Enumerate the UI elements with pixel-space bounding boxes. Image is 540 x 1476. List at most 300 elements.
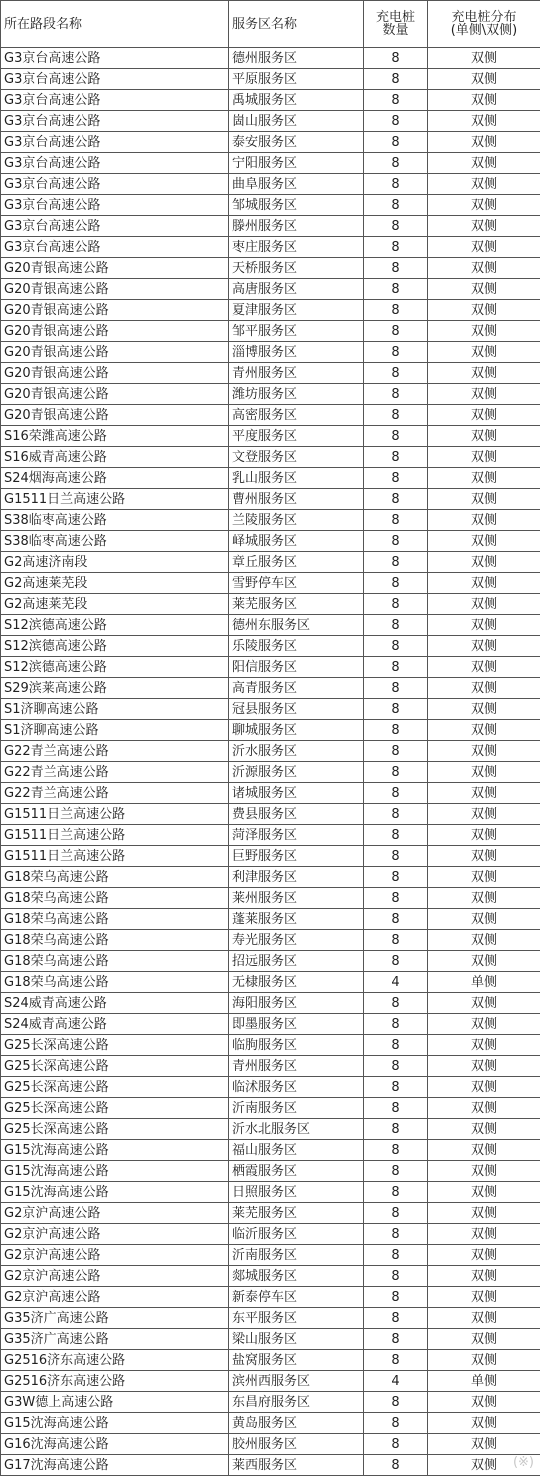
distribution-cell: 双侧: [428, 1182, 540, 1203]
distribution-cell: 双侧: [428, 48, 540, 69]
distribution-cell: 双侧: [428, 1308, 540, 1329]
service-area-cell: 黄岛服务区: [229, 1413, 364, 1434]
service-area-cell: 临沂服务区: [229, 1224, 364, 1245]
charger-count-cell: 8: [364, 1308, 428, 1329]
charger-count-cell: 8: [364, 1434, 428, 1455]
distribution-cell: 双侧: [428, 573, 540, 594]
table-row: [1, 258, 540, 279]
service-area-cell: 沂南服务区: [229, 1245, 364, 1266]
table-row: [1, 1119, 540, 1140]
service-area-cell: 栖霞服务区: [229, 1161, 364, 1182]
road-name-cell: G20青银高速公路: [1, 363, 229, 384]
table-row: [1, 1287, 540, 1308]
road-name-cell: G1511日兰高速公路: [1, 489, 229, 510]
service-area-cell: 菏泽服务区: [229, 825, 364, 846]
service-area-cell: 潍坊服务区: [229, 384, 364, 405]
table-row: [1, 90, 540, 111]
service-area-cell: 滕州服务区: [229, 216, 364, 237]
road-name-cell: S38临枣高速公路: [1, 510, 229, 531]
table-row: [1, 489, 540, 510]
road-name-cell: G1511日兰高速公路: [1, 804, 229, 825]
distribution-cell: 双侧: [428, 1392, 540, 1413]
table-row: [1, 1245, 540, 1266]
service-area-cell: 莱芜服务区: [229, 594, 364, 615]
road-name-cell: G3京台高速公路: [1, 111, 229, 132]
service-area-cell: 无棣服务区: [229, 972, 364, 993]
header-service-area: 服务区名称: [229, 1, 364, 48]
road-name-cell: S24威青高速公路: [1, 1014, 229, 1035]
service-area-cell: 蓬莱服务区: [229, 909, 364, 930]
table-row: [1, 300, 540, 321]
road-name-cell: G3京台高速公路: [1, 237, 229, 258]
road-name-cell: G25长深高速公路: [1, 1056, 229, 1077]
service-area-cell: 淄博服务区: [229, 342, 364, 363]
charger-count-cell: 8: [364, 699, 428, 720]
distribution-cell: 双侧: [428, 321, 540, 342]
table-row: [1, 1098, 540, 1119]
table-row: [1, 216, 540, 237]
charger-count-cell: 8: [364, 90, 428, 111]
table-row: [1, 1035, 540, 1056]
road-name-cell: G25长深高速公路: [1, 1035, 229, 1056]
table-row: [1, 153, 540, 174]
road-name-cell: G20青银高速公路: [1, 405, 229, 426]
charger-count-cell: 8: [364, 69, 428, 90]
charger-count-cell: 8: [364, 405, 428, 426]
table-row: [1, 1224, 540, 1245]
distribution-cell: 双侧: [428, 1161, 540, 1182]
table-row: [1, 111, 540, 132]
table-row: [1, 69, 540, 90]
charger-count-cell: 8: [364, 279, 428, 300]
charger-count-cell: 8: [364, 1119, 428, 1140]
table-header-row: [1, 1, 540, 48]
distribution-cell: 双侧: [428, 1245, 540, 1266]
charger-count-cell: 8: [364, 552, 428, 573]
road-name-cell: G15沈海高速公路: [1, 1182, 229, 1203]
road-name-cell: G3京台高速公路: [1, 216, 229, 237]
distribution-cell: 双侧: [428, 1455, 540, 1476]
charger-count-cell: 8: [364, 132, 428, 153]
table-row: [1, 825, 540, 846]
service-area-cell: 平度服务区: [229, 426, 364, 447]
service-area-cell: 崮山服务区: [229, 111, 364, 132]
road-name-cell: S1济聊高速公路: [1, 720, 229, 741]
header-count-line1: 充电桩: [364, 11, 427, 24]
distribution-cell: 双侧: [428, 216, 540, 237]
charger-count-cell: 8: [364, 321, 428, 342]
road-name-cell: G2高速莱芜段: [1, 573, 229, 594]
charger-count-cell: 8: [364, 195, 428, 216]
service-area-cell: 曲阜服务区: [229, 174, 364, 195]
distribution-cell: 双侧: [428, 90, 540, 111]
distribution-cell: 双侧: [428, 615, 540, 636]
service-area-cell: 邹平服务区: [229, 321, 364, 342]
road-name-cell: S1济聊高速公路: [1, 699, 229, 720]
road-name-cell: G1511日兰高速公路: [1, 825, 229, 846]
service-area-cell: 沂南服务区: [229, 1098, 364, 1119]
road-name-cell: G2516济东高速公路: [1, 1350, 229, 1371]
charger-count-cell: 8: [364, 1245, 428, 1266]
distribution-cell: 双侧: [428, 657, 540, 678]
service-area-cell: 乳山服务区: [229, 468, 364, 489]
distribution-cell: 双侧: [428, 132, 540, 153]
charger-count-cell: 8: [364, 993, 428, 1014]
service-area-cell: 天桥服务区: [229, 258, 364, 279]
road-name-cell: S16荣潍高速公路: [1, 426, 229, 447]
service-area-cell: 新泰停车区: [229, 1287, 364, 1308]
distribution-cell: 双侧: [428, 195, 540, 216]
charger-count-cell: 8: [364, 1161, 428, 1182]
charger-count-cell: 8: [364, 1203, 428, 1224]
distribution-cell: 双侧: [428, 111, 540, 132]
road-name-cell: G20青银高速公路: [1, 300, 229, 321]
table-row: [1, 636, 540, 657]
road-name-cell: G2京沪高速公路: [1, 1245, 229, 1266]
distribution-cell: 单侧: [428, 972, 540, 993]
header-road-name: 所在路段名称: [1, 1, 229, 48]
header-charger-distribution: [428, 1, 540, 48]
road-name-cell: G2高速莱芜段: [1, 594, 229, 615]
table-row: [1, 237, 540, 258]
table-row: [1, 804, 540, 825]
service-area-cell: 德州东服务区: [229, 615, 364, 636]
distribution-cell: 双侧: [428, 1077, 540, 1098]
distribution-cell: 双侧: [428, 510, 540, 531]
distribution-cell: 双侧: [428, 1035, 540, 1056]
charger-count-cell: 8: [364, 951, 428, 972]
charger-count-cell: 8: [364, 825, 428, 846]
distribution-cell: 双侧: [428, 1203, 540, 1224]
table-row: [1, 552, 540, 573]
charger-count-cell: 8: [364, 447, 428, 468]
charger-count-cell: 8: [364, 1182, 428, 1203]
road-name-cell: G20青银高速公路: [1, 384, 229, 405]
charger-count-cell: 8: [364, 573, 428, 594]
distribution-cell: 双侧: [428, 384, 540, 405]
charger-count-cell: 8: [364, 741, 428, 762]
distribution-cell: 双侧: [428, 1140, 540, 1161]
road-name-cell: G3京台高速公路: [1, 48, 229, 69]
charger-count-cell: 8: [364, 1392, 428, 1413]
service-area-cell: 峄城服务区: [229, 531, 364, 552]
charger-count-cell: 8: [364, 237, 428, 258]
road-name-cell: G22青兰高速公路: [1, 783, 229, 804]
header-count-line2: 数量: [364, 24, 427, 37]
road-name-cell: G2京沪高速公路: [1, 1287, 229, 1308]
distribution-cell: 双侧: [428, 825, 540, 846]
charger-count-cell: 8: [364, 216, 428, 237]
table-row: [1, 783, 540, 804]
charger-count-cell: 8: [364, 636, 428, 657]
charger-count-cell: 8: [364, 888, 428, 909]
road-name-cell: G3京台高速公路: [1, 90, 229, 111]
table-row: [1, 195, 540, 216]
road-name-cell: G3京台高速公路: [1, 174, 229, 195]
table-row: [1, 468, 540, 489]
table-row: [1, 615, 540, 636]
table-row: [1, 762, 540, 783]
charger-count-cell: 8: [364, 1329, 428, 1350]
charger-count-cell: 8: [364, 48, 428, 69]
charger-count-cell: 4: [364, 972, 428, 993]
road-name-cell: S24烟海高速公路: [1, 468, 229, 489]
service-area-cell: 青州服务区: [229, 1056, 364, 1077]
table-row: [1, 594, 540, 615]
table-row: [1, 174, 540, 195]
service-area-cell: 梁山服务区: [229, 1329, 364, 1350]
table-row: [1, 279, 540, 300]
table-row: [1, 1434, 540, 1455]
road-name-cell: G3京台高速公路: [1, 69, 229, 90]
charger-count-cell: 8: [364, 762, 428, 783]
distribution-cell: 双侧: [428, 69, 540, 90]
service-area-cell: 泰安服务区: [229, 132, 364, 153]
service-area-cell: 即墨服务区: [229, 1014, 364, 1035]
service-area-cell: 邹城服务区: [229, 195, 364, 216]
distribution-cell: 双侧: [428, 1350, 540, 1371]
service-area-cell: 巨野服务区: [229, 846, 364, 867]
service-area-cell: 高青服务区: [229, 678, 364, 699]
charger-count-cell: 8: [364, 615, 428, 636]
charger-count-cell: 8: [364, 510, 428, 531]
table-row: [1, 909, 540, 930]
road-name-cell: G20青银高速公路: [1, 342, 229, 363]
service-area-cell: 滨州西服务区: [229, 1371, 364, 1392]
service-area-cell: 临沭服务区: [229, 1077, 364, 1098]
road-name-cell: G1511日兰高速公路: [1, 846, 229, 867]
table-row: [1, 657, 540, 678]
road-name-cell: G15沈海高速公路: [1, 1161, 229, 1182]
service-area-cell: 莱州服务区: [229, 888, 364, 909]
charger-count-cell: 8: [364, 489, 428, 510]
charger-count-cell: 8: [364, 384, 428, 405]
distribution-cell: 双侧: [428, 468, 540, 489]
road-name-cell: G18荣乌高速公路: [1, 972, 229, 993]
table-row: [1, 447, 540, 468]
table-row: [1, 405, 540, 426]
distribution-cell: 双侧: [428, 1413, 540, 1434]
distribution-cell: 双侧: [428, 1224, 540, 1245]
road-name-cell: S12滨德高速公路: [1, 615, 229, 636]
table-row: [1, 384, 540, 405]
charger-count-cell: 8: [364, 594, 428, 615]
road-name-cell: G17沈海高速公路: [1, 1455, 229, 1476]
table-row: [1, 972, 540, 993]
charger-count-cell: 8: [364, 363, 428, 384]
distribution-cell: 双侧: [428, 1434, 540, 1455]
distribution-cell: 双侧: [428, 426, 540, 447]
table-row: [1, 1329, 540, 1350]
road-name-cell: S12滨德高速公路: [1, 657, 229, 678]
service-area-cell: 青州服务区: [229, 363, 364, 384]
table-row: [1, 1455, 540, 1476]
table-row: [1, 1350, 540, 1371]
road-name-cell: G15沈海高速公路: [1, 1413, 229, 1434]
distribution-cell: 双侧: [428, 783, 540, 804]
charger-count-cell: 8: [364, 300, 428, 321]
road-name-cell: G20青银高速公路: [1, 258, 229, 279]
service-area-cell: 文登服务区: [229, 447, 364, 468]
road-name-cell: G3京台高速公路: [1, 153, 229, 174]
service-area-cell: 夏津服务区: [229, 300, 364, 321]
distribution-cell: 双侧: [428, 699, 540, 720]
road-name-cell: G18荣乌高速公路: [1, 867, 229, 888]
charger-count-cell: 8: [364, 1224, 428, 1245]
service-area-cell: 日照服务区: [229, 1182, 364, 1203]
road-name-cell: G22青兰高速公路: [1, 741, 229, 762]
service-area-cell: 东昌府服务区: [229, 1392, 364, 1413]
road-name-cell: S12滨德高速公路: [1, 636, 229, 657]
charger-count-cell: 8: [364, 531, 428, 552]
service-area-cell: 章丘服务区: [229, 552, 364, 573]
distribution-cell: 双侧: [428, 1119, 540, 1140]
charger-count-cell: 8: [364, 1014, 428, 1035]
distribution-cell: 双侧: [428, 363, 540, 384]
road-name-cell: G15沈海高速公路: [1, 1140, 229, 1161]
charger-count-cell: 8: [364, 846, 428, 867]
charger-count-cell: 8: [364, 468, 428, 489]
charger-count-cell: 8: [364, 1098, 428, 1119]
charger-count-cell: 8: [364, 867, 428, 888]
road-name-cell: G18荣乌高速公路: [1, 930, 229, 951]
table-row: [1, 1203, 540, 1224]
road-name-cell: G2高速济南段: [1, 552, 229, 573]
road-name-cell: G3W德上高速公路: [1, 1392, 229, 1413]
distribution-cell: 双侧: [428, 279, 540, 300]
road-name-cell: G20青银高速公路: [1, 279, 229, 300]
distribution-cell: 双侧: [428, 489, 540, 510]
table-row: [1, 720, 540, 741]
table-row: [1, 1392, 540, 1413]
distribution-cell: 双侧: [428, 258, 540, 279]
service-area-cell: 盐窝服务区: [229, 1350, 364, 1371]
table-row: [1, 930, 540, 951]
road-name-cell: G18荣乌高速公路: [1, 951, 229, 972]
distribution-cell: 双侧: [428, 888, 540, 909]
table-row: [1, 1056, 540, 1077]
road-name-cell: S16威青高速公路: [1, 447, 229, 468]
table-row: [1, 1371, 540, 1392]
table-row: [1, 1413, 540, 1434]
service-area-cell: 平原服务区: [229, 69, 364, 90]
charger-count-cell: 8: [364, 1056, 428, 1077]
table-row: [1, 573, 540, 594]
road-name-cell: S29滨莱高速公路: [1, 678, 229, 699]
table-row: [1, 1182, 540, 1203]
distribution-cell: 双侧: [428, 993, 540, 1014]
distribution-cell: 双侧: [428, 720, 540, 741]
header-charger-count: [364, 1, 428, 48]
distribution-cell: 双侧: [428, 174, 540, 195]
table-row: [1, 1140, 540, 1161]
road-name-cell: G2京沪高速公路: [1, 1266, 229, 1287]
charger-count-cell: 8: [364, 1455, 428, 1476]
service-area-cell: 冠县服务区: [229, 699, 364, 720]
charger-count-cell: 8: [364, 930, 428, 951]
watermark: (※): [513, 1455, 534, 1470]
service-area-cell: 高唐服务区: [229, 279, 364, 300]
charger-count-cell: 8: [364, 657, 428, 678]
charger-count-cell: 8: [364, 153, 428, 174]
distribution-cell: 双侧: [428, 678, 540, 699]
table-row: [1, 1308, 540, 1329]
distribution-cell: 双侧: [428, 741, 540, 762]
service-area-cell: 枣庄服务区: [229, 237, 364, 258]
charger-count-cell: 8: [364, 783, 428, 804]
distribution-cell: 双侧: [428, 1329, 540, 1350]
service-area-cell: 寿光服务区: [229, 930, 364, 951]
charger-count-cell: 8: [364, 909, 428, 930]
charger-count-cell: 8: [364, 1077, 428, 1098]
distribution-cell: 双侧: [428, 300, 540, 321]
distribution-cell: 双侧: [428, 405, 540, 426]
road-name-cell: S38临枣高速公路: [1, 531, 229, 552]
charger-count-cell: 8: [364, 426, 428, 447]
distribution-cell: 双侧: [428, 342, 540, 363]
table-row: [1, 678, 540, 699]
header-dist-line2: (单侧\双侧): [428, 24, 540, 37]
service-area-cell: 沂水北服务区: [229, 1119, 364, 1140]
charger-count-cell: 8: [364, 720, 428, 741]
table-row: [1, 867, 540, 888]
table-row: [1, 888, 540, 909]
service-area-cell: 福山服务区: [229, 1140, 364, 1161]
table-row: [1, 741, 540, 762]
charger-count-cell: 8: [364, 1287, 428, 1308]
road-name-cell: G25长深高速公路: [1, 1077, 229, 1098]
road-name-cell: G22青兰高速公路: [1, 762, 229, 783]
charger-count-cell: 8: [364, 1266, 428, 1287]
service-area-cell: 雪野停车区: [229, 573, 364, 594]
service-area-cell: 禹城服务区: [229, 90, 364, 111]
road-name-cell: G3京台高速公路: [1, 132, 229, 153]
service-area-cell: 聊城服务区: [229, 720, 364, 741]
table-row: [1, 321, 540, 342]
service-area-cell: 德州服务区: [229, 48, 364, 69]
distribution-cell: 双侧: [428, 153, 540, 174]
service-area-cell: 招远服务区: [229, 951, 364, 972]
road-name-cell: G25长深高速公路: [1, 1119, 229, 1140]
distribution-cell: 双侧: [428, 531, 540, 552]
table-row: [1, 1077, 540, 1098]
table-row: [1, 132, 540, 153]
service-area-cell: 郯城服务区: [229, 1266, 364, 1287]
distribution-cell: 双侧: [428, 909, 540, 930]
service-area-cell: 莱芜服务区: [229, 1203, 364, 1224]
road-name-cell: G18荣乌高速公路: [1, 909, 229, 930]
service-area-cell: 兰陵服务区: [229, 510, 364, 531]
distribution-cell: 双侧: [428, 762, 540, 783]
service-area-cell: 莱西服务区: [229, 1455, 364, 1476]
distribution-cell: 双侧: [428, 1098, 540, 1119]
distribution-cell: 双侧: [428, 237, 540, 258]
table-row: [1, 342, 540, 363]
road-name-cell: G2京沪高速公路: [1, 1224, 229, 1245]
road-name-cell: G3京台高速公路: [1, 195, 229, 216]
table-row: [1, 1266, 540, 1287]
road-name-cell: G35济广高速公路: [1, 1308, 229, 1329]
distribution-cell: 双侧: [428, 1266, 540, 1287]
charger-count-cell: 8: [364, 111, 428, 132]
table-row: [1, 363, 540, 384]
distribution-cell: 双侧: [428, 846, 540, 867]
charger-count-cell: 8: [364, 174, 428, 195]
service-area-cell: 胶州服务区: [229, 1434, 364, 1455]
service-area-cell: 海阳服务区: [229, 993, 364, 1014]
service-area-cell: 高密服务区: [229, 405, 364, 426]
charger-count-cell: 8: [364, 678, 428, 699]
